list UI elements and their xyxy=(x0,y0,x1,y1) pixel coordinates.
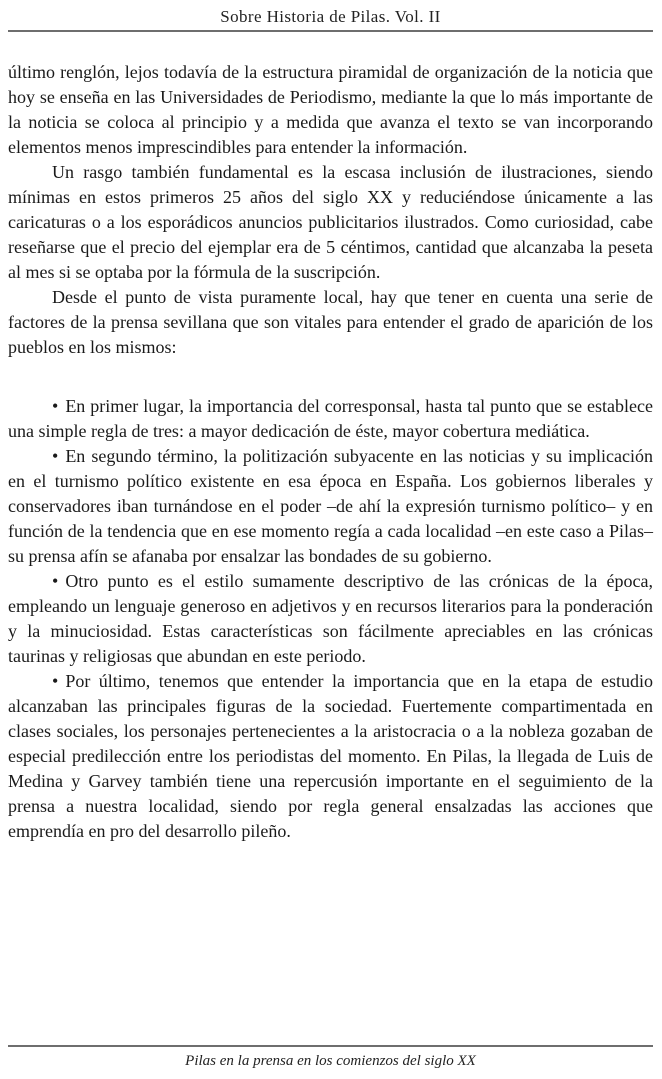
page-footer xyxy=(8,1042,653,1070)
bullet-paragraph xyxy=(8,569,653,669)
footer-caption: Pilas en la prensa en los comienzos del siglo XX xyxy=(185,1053,476,1069)
bullet-text-figuras: Por último, tenemos que entender la importancia que en la etapa de estudio alcanzaban las principales figuras de la sociedad. Fuertemente compartimentada en clases sociales, los personajes pertenecientes a la aristocracia o a la nobleza gozaban de especial predilección entre los periodistas del momento. En Pilas, la llegada de Luis de Medina y Garvey también tiene una repercusión importante en el seguimiento de la prensa a nuestra localidad, siendo por regla general ensalzadas las acciones que emprendía en pro del desarrollo pileño. xyxy=(8,671,653,841)
header-rule xyxy=(8,30,653,32)
bullet-icon: • xyxy=(52,671,59,691)
bullet-icon: • xyxy=(52,446,59,466)
running-head-title: Sobre Historia de Pilas. Vol. II xyxy=(220,7,441,26)
page-body xyxy=(8,60,653,1042)
paragraph-ilustraciones: Un rasgo también fundamental es la escasa inclusión de ilustraciones, siendo mínimas en estos primeros 25 años del siglo XX y reduciéndose únicamente a las caricaturas o a los esporádicos anuncios publicitarios ilustrados. Como curiosidad, cabe reseñarse que el precio del ejemplar era de 5 céntimos, cantidad que alcanzaba la peseta al mes si se optaba por la fórmula de la suscripción. xyxy=(8,162,653,282)
bullet-icon: • xyxy=(52,396,59,416)
bullet-text-corresponsal: En primer lugar, la importancia del corresponsal, hasta tal punto que se establece una simple regla de tres: a mayor dedicación de éste, mayor cobertura mediática. xyxy=(8,396,653,441)
paragraph-continuation: último renglón, lejos todavía de la estructura piramidal de organización de la noticia que hoy se enseña en las Universidades de Periodismo, mediante la que lo más importante de la noticia se coloca al principio y a medida que avanza el texto se van incorporando elementos menos imprescindibles para entender la información. xyxy=(8,62,653,157)
bullet-text-politizacion: En segundo término, la politización subyacente en las noticias y su implicación en el turnismo político existente en esa época en España. Los gobiernos liberales y conservadores iban turnándose en el poder –de ahí la expresión turnismo político– y en función de la tendencia que en ese momento regía a cada localidad –en este caso a Pilas– su prensa afín se afanaba por ensalzar las bondades de su gobierno. xyxy=(8,446,653,566)
footer-rule xyxy=(8,1045,653,1047)
bullet-paragraph xyxy=(8,444,653,569)
bullet-text-estilo: Otro punto es el estilo sumamente descriptivo de las crónicas de la época, empleando un lenguaje generoso en adjetivos y en recursos literarios para la ponderación y la minuciosidad. Estas características son fácilmente apreciables en las crónicas taurinas y religiosas que abundan en este periodo. xyxy=(8,571,653,666)
bullet-icon: • xyxy=(52,571,59,591)
paragraph-factores-intro: Desde el punto de vista puramente local, hay que tener en cuenta una serie de factores de la prensa sevillana que son vitales para entender el grado de aparición de los pueblos en los mismos: xyxy=(8,287,653,357)
bullet-paragraph xyxy=(8,394,653,444)
bullet-paragraph xyxy=(8,669,653,844)
page-header xyxy=(8,7,653,32)
